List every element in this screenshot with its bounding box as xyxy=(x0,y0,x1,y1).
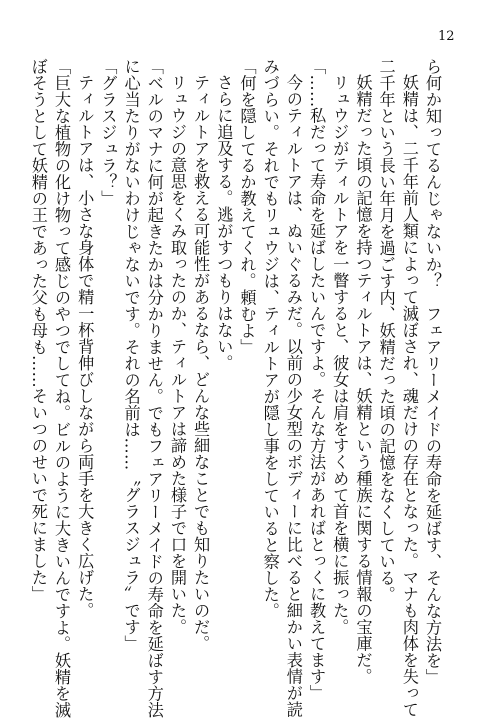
text-line: ティルトアは、小さな身体で精一杯背伸びしながら両手を大きく広げた。 xyxy=(75,74,95,619)
text-line: 妖精は、二千年前人類によって滅ぼされ、魂だけの存在となった。マナも肉体を失って xyxy=(399,74,419,718)
text-line: ぼそうとして妖精の王であった父も母も……そいつのせいで死にました」 xyxy=(28,58,48,603)
text-line: 「巨大な植物の化け物って感じのやつでしてね。ビルのように大きいんですよ。妖精を滅 xyxy=(52,58,71,718)
text-line: ら何か知ってるんじゃないか？ フェアリーメイドの寿命を延ばす、そんな方法を」 xyxy=(423,58,442,685)
text-line: 妖精だった頃の記憶を持つティルトアは、妖精という種族に関する情報の宝庫だ。 xyxy=(353,74,373,685)
text-line: さらに追及する。逃がすつもりはない。 xyxy=(214,74,234,372)
text-line: リュウジがティルトアを一瞥すると、彼女は肩をすくめて首を横に振った。 xyxy=(330,74,350,636)
text-line: 今のティルトアは、ぬいぐるみだ。以前の少女型のボディーに比べると細かい表情が読 xyxy=(283,74,303,718)
text-line: に心当たりがないわけじゃないです。それの名前は……〝グラスジュラ〟です」 xyxy=(121,58,141,652)
body-text xyxy=(28,58,444,718)
text-line: 「グラスジュラ？」 xyxy=(98,58,118,207)
text-line: 「ベルのマナに何が起きたかは分かりません。でもフェアリーメイドの寿命を延ばす方法 xyxy=(144,58,164,718)
text-line: 「……私だって寿命を延ばしたいんですよ。そんな方法があればとっくに教えてます」 xyxy=(307,58,327,702)
text-line: リュウジの意思をくみ取ったのか、ティルトアは諦めた様子で口を開いた。 xyxy=(167,74,187,636)
text-line: ティルトアを救える可能性があるなら、どんな些細なことでも知りたいのだ。 xyxy=(191,74,211,652)
text-line: 「何を隠してるか教えてくれ。頼むよ」 xyxy=(237,58,257,355)
text-line: 二千年という長い年月を過ごす内、妖精だった頃の記憶をなくしている。 xyxy=(376,58,396,603)
text-line: みづらい。それでもリュウジは、ティルトアが隠し事をしていると察した。 xyxy=(260,58,280,619)
page-number: 12 xyxy=(438,29,455,44)
